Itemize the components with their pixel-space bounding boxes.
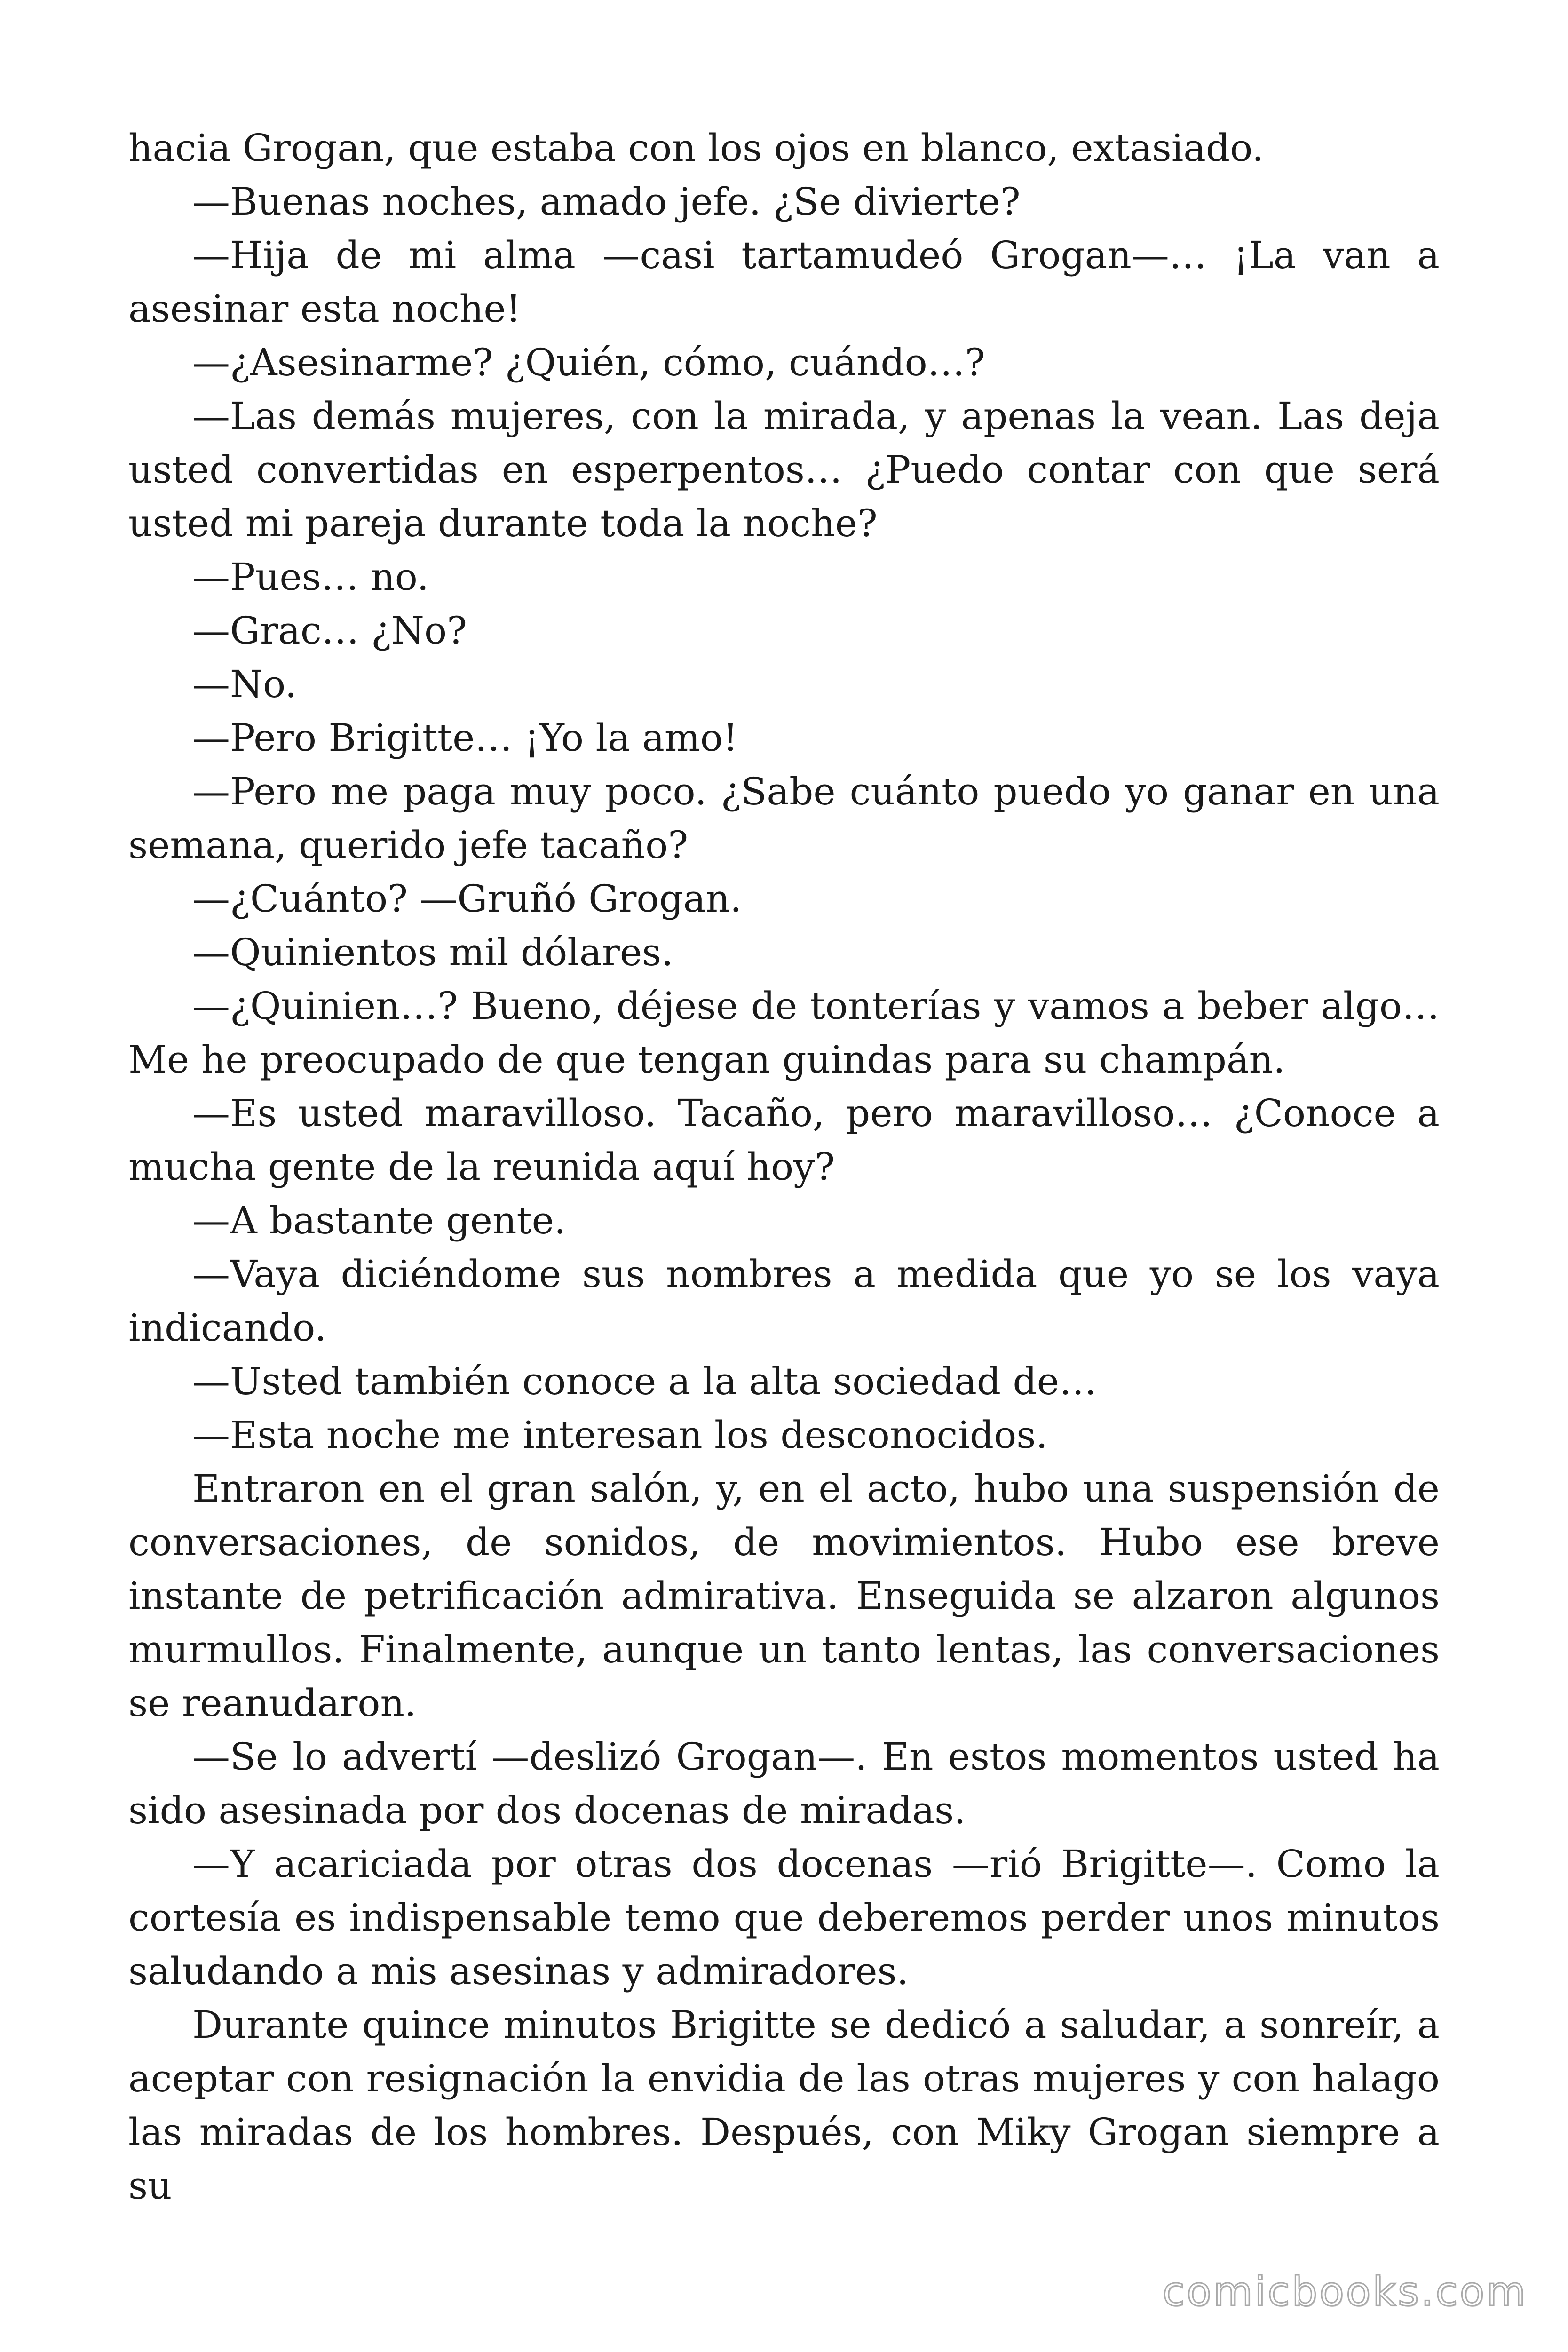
paragraph: —Se lo advertí —deslizó Grogan—. En estos momentos usted ha sido asesinada por dos docenas de miradas. [128,1735,1440,1832]
paragraph: Durante quince minutos Brigitte se dedicó a saludar, a sonreír, a aceptar con resignación la envidia de las otras mujeres y con halago las miradas de los hombres. Después, con Miky Grogan siempre a su [128,2003,1440,2208]
paragraph: —No. [192,662,297,706]
paragraph: —Quinientos mil dólares. [192,930,673,974]
paragraph: —Las demás mujeres, con la mirada, y apenas la vean. Las deja usted convertidas en esperpentos… ¿Puedo contar con que será usted mi pareja durante toda la noche? [128,394,1440,545]
book-page-text [128,121,1440,2213]
paragraph: —Usted también conoce a la alta sociedad de… [192,1359,1097,1403]
paragraph: —Vaya diciéndome sus nombres a medida que yo se los vaya indicando. [128,1252,1440,1350]
paragraph: —Grac… ¿No? [192,609,467,652]
paragraph: hacia Grogan, que estaba con los ojos en blanco, extasiado. [128,126,1264,170]
paragraph: —Buenas noches, amado jefe. ¿Se divierte? [192,180,1021,223]
paragraph: —Y acariciada por otras dos docenas —rió Brigitte—. Como la cortesía es indispensable temo que deberemos perder unos minutos saludando a mis asesinas y admiradores. [128,1842,1440,1993]
paragraph: —Pero me paga muy poco. ¿Sabe cuánto puedo yo ganar en una semana, querido jefe tacaño? [128,770,1440,867]
paragraph: —¿Quinien…? Bueno, déjese de tonterías y vamos a beber algo… Me he preocupado de que tengan guindas para su champán. [128,984,1440,1081]
paragraph: —¿Cuánto? —Gruñó Grogan. [192,877,742,921]
watermark: comicbooks.com [1162,2268,1528,2315]
paragraph: —Es usted maravilloso. Tacaño, pero maravilloso… ¿Conoce a mucha gente de la reunida aquí hoy? [128,1091,1440,1189]
paragraph: —A bastante gente. [192,1199,566,1242]
paragraph: —Pues… no. [192,555,429,599]
paragraph: —Pero Brigitte… ¡Yo la amo! [192,716,738,760]
paragraph: —Hija de mi alma —casi tartamudeó Grogan—… ¡La van a asesinar esta noche! [128,233,1440,331]
paragraph: —Esta noche me interesan los desconocidos. [192,1413,1048,1457]
paragraph: Entraron en el gran salón, y, en el acto, hubo una suspensión de conversaciones, de sonidos, de movimientos. Hubo ese breve instante de petrificación admirativa. Enseguida se alzaron algunos murmullos. Finalmente, aunque un tanto lentas, las conversaciones se reanudaron. [128,1467,1440,1725]
paragraph: —¿Asesinarme? ¿Quién, cómo, cuándo…? [192,341,985,384]
